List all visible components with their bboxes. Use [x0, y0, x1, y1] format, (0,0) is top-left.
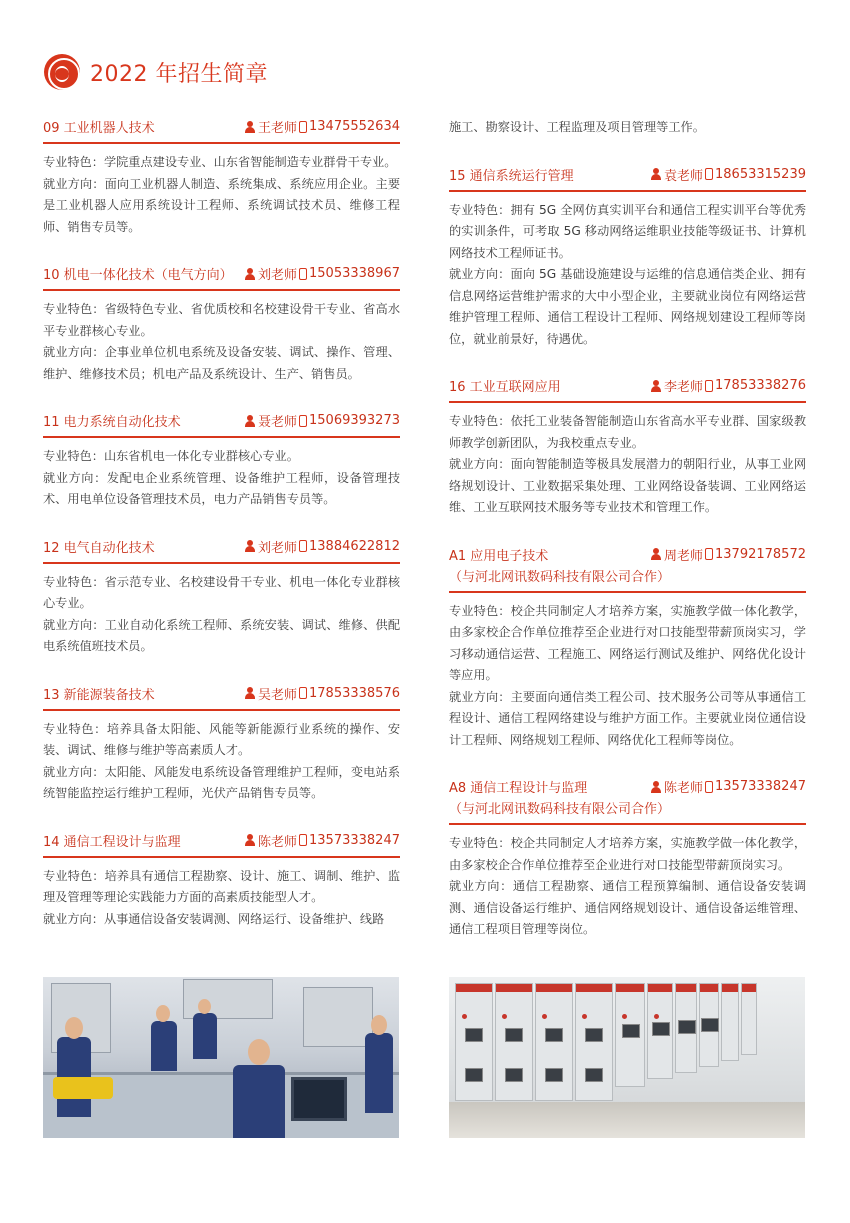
teacher-name: 陈老师	[664, 781, 704, 796]
feature-text: 专业特色：依托工业装备智能制造山东省高水平专业群、国家级教师教学创新团队，为我校重点专业。	[449, 414, 807, 450]
phone-icon	[705, 781, 713, 793]
contact	[244, 411, 400, 430]
person-icon	[244, 268, 256, 280]
major-section	[449, 165, 806, 351]
direction-text: 就业方向：工业自动化系统工程师、系统安装、调试、维修、供配电系统值班技术员。	[43, 617, 401, 653]
phone-number: 15069393273	[309, 413, 400, 428]
phone-icon	[705, 548, 713, 560]
phone-number: 13573338247	[309, 832, 400, 848]
teacher-name: 聂老师	[258, 415, 298, 430]
feature-text: 专业特色：省级特色专业、省优质校和名校建设骨干专业、省高水平专业群核心专业。	[43, 302, 401, 338]
person-icon	[244, 540, 256, 552]
left-column	[43, 117, 400, 956]
feature-text: 专业特色：拥有 5G 全网仿真实训平台和通信工程实训平台等优秀的实训条件，可考取 5G 移动网络运维职业技能等级证书、计算机网络技术工程师证书。	[449, 202, 807, 260]
feature-text: 专业特色：校企共同制定人才培养方案，实施教学做一体化教学，由多家校企合作单位推荐至企业进行对口技能型带薪顶岗实习，学习移动通信运营、工程施工、网络运行测试及维护、网络优化设计等应用。	[449, 603, 807, 682]
student	[151, 1021, 177, 1071]
teacher-name: 袁老师	[664, 168, 704, 184]
direction-text: 就业方向：从事通信设备安装调测、网络运行、设备维护、线路	[43, 911, 385, 926]
phone-number: 13475552634	[309, 119, 400, 134]
phone-icon	[299, 121, 307, 133]
switchgear-cabinet	[535, 983, 573, 1101]
phone-icon	[299, 540, 307, 552]
major-title: 11 电力系统自动化技术	[43, 415, 181, 430]
major-section	[449, 545, 806, 752]
phone-icon	[299, 415, 307, 427]
major-section	[449, 376, 806, 519]
teacher-name: 吴老师	[258, 687, 298, 703]
direction-text: 就业方向：发配电企业系统管理、设备维护工程师，设备管理技术、用电单位设备管理技术员，电力产品销售专员等。	[43, 470, 401, 506]
person-icon	[244, 687, 256, 699]
contact	[244, 684, 400, 703]
equipment-rack	[303, 987, 373, 1047]
major-title: 10 机电一体化技术（电气方向）	[43, 268, 233, 283]
phone-number: 15053338967	[309, 266, 400, 281]
contact	[650, 545, 806, 564]
section-heading	[43, 831, 400, 858]
phone-number: 13884622812	[309, 538, 400, 554]
major-title: 12 电气自动化技术	[43, 540, 155, 556]
robot-arm	[53, 1077, 113, 1099]
switchgear-cabinet	[647, 983, 673, 1079]
section-heading	[449, 376, 806, 403]
teacher-name: 刘老师	[258, 540, 298, 556]
phone-number: 18653315239	[715, 166, 806, 182]
page-title: 2022 年招生简章	[90, 61, 268, 87]
contact	[244, 537, 400, 556]
student-head	[65, 1017, 83, 1039]
contact	[650, 376, 806, 395]
phone-icon	[299, 268, 307, 280]
major-subtitle: （与河北网讯数码科技有限公司合作）	[449, 802, 671, 817]
switchgear-cabinet	[675, 983, 697, 1073]
student	[233, 1065, 285, 1138]
phone-icon	[299, 687, 307, 699]
major-title: A8 通信工程设计与监理	[449, 781, 588, 796]
phone-number: 17853338576	[309, 685, 400, 701]
right-column	[449, 117, 806, 967]
feature-text: 专业特色：培养具有通信工程勘察、设计、施工、调制、维护、监理及管理等理论实践能力方面的高素质技能型人才。	[43, 868, 401, 904]
direction-text: 就业方向：面向 5G 基础设施建设与运维的信息通信类企业、拥有信息网络运营维护需求的大中小型企业，主要就业岗位有网络运营维护管理工程师、通信工程设计工程师、网络规划建设工程师等岗位，就业前景好，待遇优。	[449, 267, 807, 346]
phone-icon	[705, 380, 713, 392]
major-title: 13 新能源装备技术	[43, 687, 155, 703]
section-heading	[43, 537, 400, 564]
switchgear-cabinet	[455, 983, 493, 1101]
person-icon	[244, 121, 256, 133]
phone-icon	[299, 834, 307, 846]
major-title: 15 通信系统运行管理	[449, 168, 574, 184]
switchgear-room-photo	[449, 977, 805, 1138]
major-subtitle: （与河北网讯数码科技有限公司合作）	[449, 569, 671, 585]
person-icon	[650, 168, 662, 180]
contact	[650, 165, 806, 184]
switchgear-cabinet	[615, 983, 645, 1087]
teacher-name: 周老师	[664, 548, 704, 564]
major-section	[43, 264, 400, 385]
contact	[244, 831, 400, 850]
person-icon	[650, 548, 662, 560]
person-icon	[650, 781, 662, 793]
major-title: 14 通信工程设计与监理	[43, 834, 181, 850]
student	[365, 1033, 393, 1113]
floor	[449, 1102, 805, 1138]
phone-number: 13792178572	[715, 546, 806, 562]
person-icon	[244, 415, 256, 427]
direction-text: 就业方向：面向智能制造等极具发展潜力的朝阳行业，从事工业网络规划设计、工业数据采集处理、工业网络设备装调、工业网络运维、工业互联网技术服务等专业技术和管理工作。	[449, 457, 807, 514]
contact	[244, 117, 400, 136]
robotics-lab-photo	[43, 977, 399, 1138]
student-head	[248, 1039, 270, 1065]
teacher-name: 刘老师	[258, 268, 298, 283]
phone-number: 17853338276	[715, 378, 806, 393]
section-heading	[43, 684, 400, 711]
major-section	[43, 684, 400, 805]
feature-text: 专业特色：山东省机电一体化专业群核心专业。	[43, 449, 299, 463]
direction-text: 就业方向：主要面向通信类工程公司、技术服务公司等从事通信工程设计、通信工程网络建设与维护方面工作。主要就业岗位通信设计工程师、网络规划工程师、网络优化工程师等岗位。	[449, 689, 807, 747]
school-logo	[44, 54, 80, 90]
major-section	[43, 411, 400, 511]
direction-text: 就业方向：企事业单位机电系统及设备安装、调试、操作、管理、维护、维修技术员；机电产品及系统设计、生产、销售员。	[43, 345, 401, 381]
section-heading	[449, 165, 806, 192]
contact	[244, 264, 400, 283]
feature-text: 专业特色：省示范专业、名校建设骨干专业、机电一体化专业群核心专业。	[43, 574, 401, 610]
switchgear-cabinet	[721, 983, 739, 1061]
direction-text: 就业方向：通信工程勘察、通信工程预算编制、通信设备安装调测、通信设备运行维护、通信网络规划设计、通信设备运维管理、通信工程项目管理等岗位。	[449, 879, 807, 936]
major-section	[43, 117, 400, 238]
teacher-name: 王老师	[258, 121, 298, 136]
major-section	[43, 537, 400, 658]
direction-text: 就业方向：面向工业机器人制造、系统集成、系统应用企业。主要是工业机器人应用系统设计工程师、系统调试技术员、维修工程师、销售专员等。	[43, 176, 401, 234]
switchgear-cabinet	[495, 983, 533, 1101]
major-section	[43, 831, 400, 931]
switchgear-cabinet	[575, 983, 613, 1101]
phone-icon	[705, 168, 713, 180]
contact	[650, 777, 806, 796]
feature-text: 专业特色：校企共同制定人才培养方案，实施教学做一体化教学，由多家校企合作单位推荐至企业进行对口技能型带薪顶岗实习。	[449, 836, 807, 872]
feature-text: 专业特色：学院重点建设专业、山东省智能制造专业群骨干专业。	[43, 155, 397, 169]
section-heading	[449, 777, 806, 825]
teacher-name: 李老师	[664, 380, 704, 395]
person-icon	[244, 834, 256, 846]
switchgear-cabinet	[699, 983, 719, 1067]
section-heading	[449, 545, 806, 593]
section-heading	[43, 411, 400, 438]
continued-text: 施工、勘察设计、工程监理及项目管理等工作。	[449, 120, 705, 134]
switchgear-cabinet	[741, 983, 757, 1055]
major-title: 16 工业互联网应用	[449, 380, 561, 395]
feature-text: 专业特色：培养具备太阳能、风能等新能源行业系统的操作、安装、调试、维修与维护等高素质人才。	[43, 721, 401, 757]
computer-monitor	[291, 1077, 347, 1121]
person-icon	[650, 380, 662, 392]
student-head	[198, 999, 211, 1014]
section-heading	[43, 264, 400, 291]
student-head	[156, 1005, 170, 1022]
direction-text: 就业方向：太阳能、风能发电系统设备管理维护工程师，变电站系统智能监控运行维护工程师，光伏产品销售专员等。	[43, 764, 401, 800]
major-title: 09 工业机器人技术	[43, 121, 155, 136]
page-header	[44, 52, 268, 92]
student-head	[371, 1015, 387, 1035]
student	[193, 1013, 217, 1059]
major-title: A1 应用电子技术	[449, 548, 549, 564]
section-heading	[43, 117, 400, 144]
major-section	[449, 777, 806, 941]
teacher-name: 陈老师	[258, 834, 298, 850]
phone-number: 13573338247	[715, 779, 806, 794]
